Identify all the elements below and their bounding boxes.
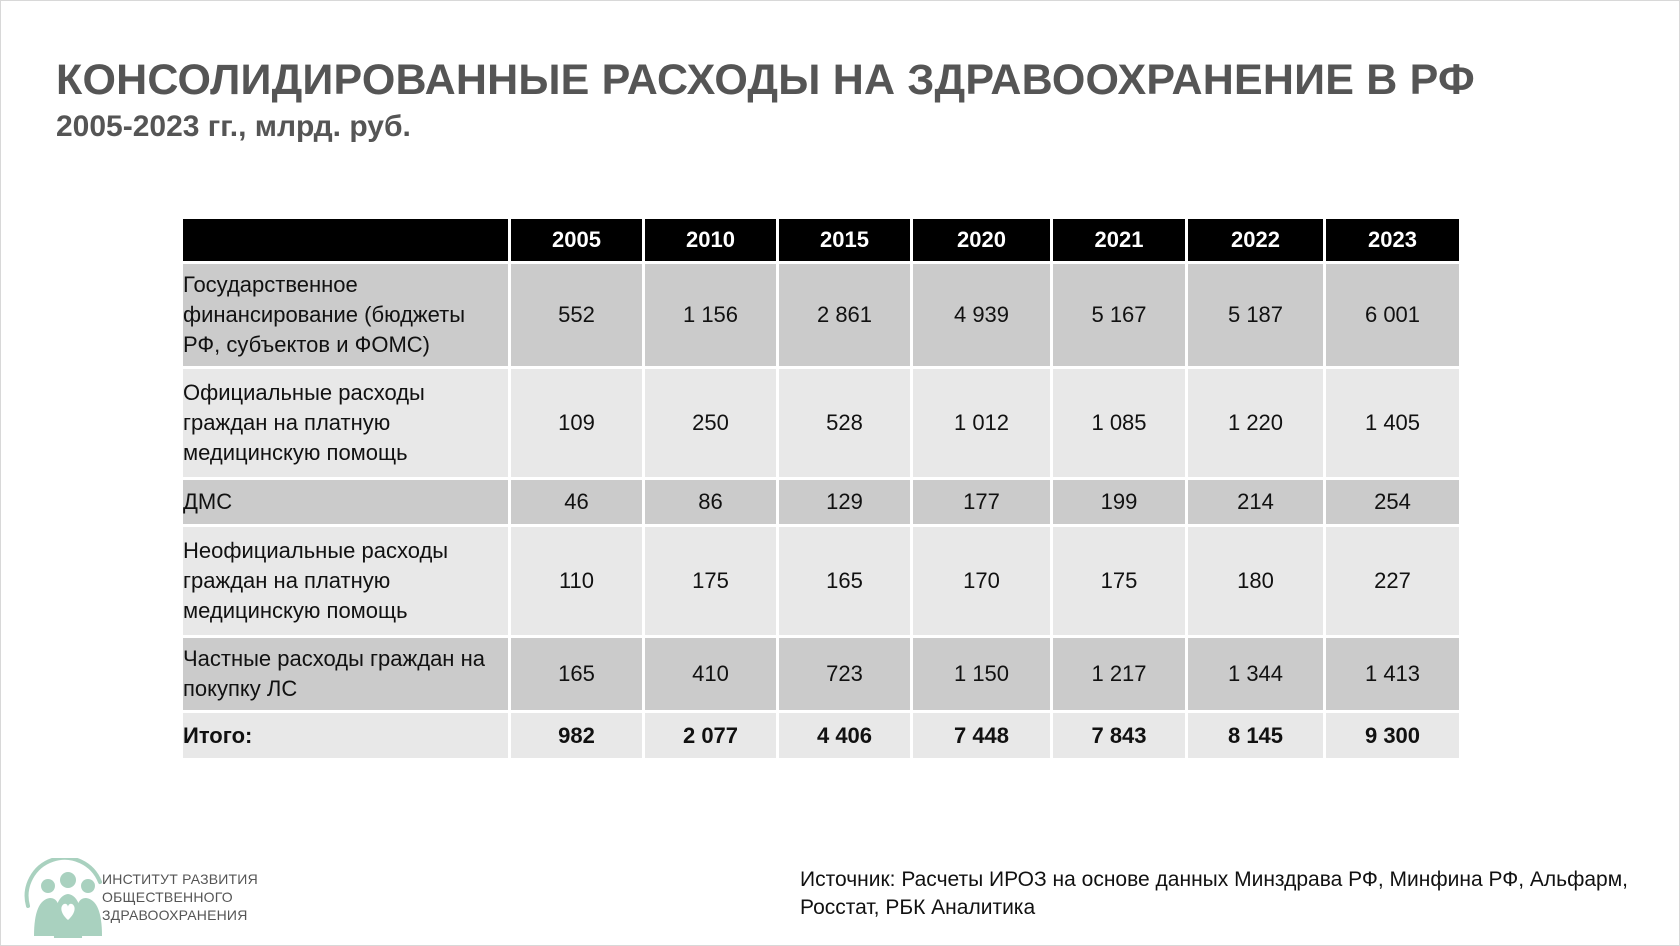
slide-title: КОНСОЛИДИРОВАННЫЕ РАСХОДЫ НА ЗДРАВООХРАНЕНИЕ В РФ <box>56 56 1475 104</box>
header-year: 2015 <box>779 219 910 261</box>
table-row <box>183 480 1459 524</box>
total-cell: 4 406 <box>779 713 910 758</box>
table-cell: 250 <box>645 369 776 477</box>
header-year: 2022 <box>1188 219 1323 261</box>
total-cell: 7 448 <box>913 713 1050 758</box>
table-cell: 5 187 <box>1188 264 1323 366</box>
table-cell: 175 <box>645 527 776 635</box>
row-label: Частные расходы граждан на покупку ЛС <box>183 638 508 710</box>
header-year: 2021 <box>1053 219 1185 261</box>
table-cell: 5 167 <box>1053 264 1185 366</box>
source-note: Источник: Расчеты ИРОЗ на основе данных Минздрава РФ, Минфина РФ, Альфарм, Росстат, РБК Аналитика <box>800 868 1628 919</box>
table-cell: 46 <box>511 480 642 524</box>
table-row <box>183 527 1459 635</box>
row-label: Государственное финансирование (бюджеты РФ, субъектов и ФОМС) <box>183 264 508 366</box>
table-cell: 1 217 <box>1053 638 1185 710</box>
table-cell: 552 <box>511 264 642 366</box>
table-cell: 410 <box>645 638 776 710</box>
table-cell: 6 001 <box>1326 264 1459 366</box>
table-row <box>183 369 1459 477</box>
logo-line: ЗДРАВООХРАНЕНИЯ <box>102 907 248 923</box>
slide-subtitle: 2005-2023 гг., млрд. руб. <box>56 110 411 143</box>
table-cell: 1 156 <box>645 264 776 366</box>
expenditure-table <box>180 216 1462 761</box>
total-cell: 7 843 <box>1053 713 1185 758</box>
table-cell: 175 <box>1053 527 1185 635</box>
logo-line: ИНСТИТУТ РАЗВИТИЯ <box>102 871 258 887</box>
table-cell: 1 085 <box>1053 369 1185 477</box>
table-cell: 110 <box>511 527 642 635</box>
table-row <box>183 264 1459 366</box>
total-cell: 9 300 <box>1326 713 1459 758</box>
header-year: 2010 <box>645 219 776 261</box>
header-year: 2005 <box>511 219 642 261</box>
table-cell: 86 <box>645 480 776 524</box>
table-cell: 723 <box>779 638 910 710</box>
table-cell: 109 <box>511 369 642 477</box>
total-cell: 2 077 <box>645 713 776 758</box>
table-row <box>183 638 1459 710</box>
table-cell: 1 405 <box>1326 369 1459 477</box>
header-year: 2023 <box>1326 219 1459 261</box>
table-cell: 1 012 <box>913 369 1050 477</box>
row-label: Официальные расходы граждан на платную медицинскую помощь <box>183 369 508 477</box>
table-cell: 1 344 <box>1188 638 1323 710</box>
table-cell: 254 <box>1326 480 1459 524</box>
table-cell: 170 <box>913 527 1050 635</box>
table-cell: 1 150 <box>913 638 1050 710</box>
table-cell: 528 <box>779 369 910 477</box>
table-cell: 4 939 <box>913 264 1050 366</box>
header-corner <box>183 219 508 261</box>
table-cell: 1 413 <box>1326 638 1459 710</box>
table-header-row <box>183 219 1459 261</box>
logo-text <box>102 870 258 924</box>
people-heart-icon <box>27 858 102 938</box>
total-label: Итого: <box>183 713 508 758</box>
row-label: Неофициальные расходы граждан на платную медицинскую помощь <box>183 527 508 635</box>
table-cell: 2 861 <box>779 264 910 366</box>
table-total-row <box>183 713 1459 758</box>
table-cell: 1 220 <box>1188 369 1323 477</box>
table-cell: 199 <box>1053 480 1185 524</box>
table-cell: 227 <box>1326 527 1459 635</box>
total-cell: 8 145 <box>1188 713 1323 758</box>
table-cell: 129 <box>779 480 910 524</box>
table-cell: 177 <box>913 480 1050 524</box>
table-cell: 214 <box>1188 480 1323 524</box>
total-cell: 982 <box>511 713 642 758</box>
table-cell: 180 <box>1188 527 1323 635</box>
header-year: 2020 <box>913 219 1050 261</box>
row-label: ДМС <box>183 480 508 524</box>
logo-line: ОБЩЕСТВЕННОГО <box>102 889 233 905</box>
table-cell: 165 <box>511 638 642 710</box>
table-cell: 165 <box>779 527 910 635</box>
